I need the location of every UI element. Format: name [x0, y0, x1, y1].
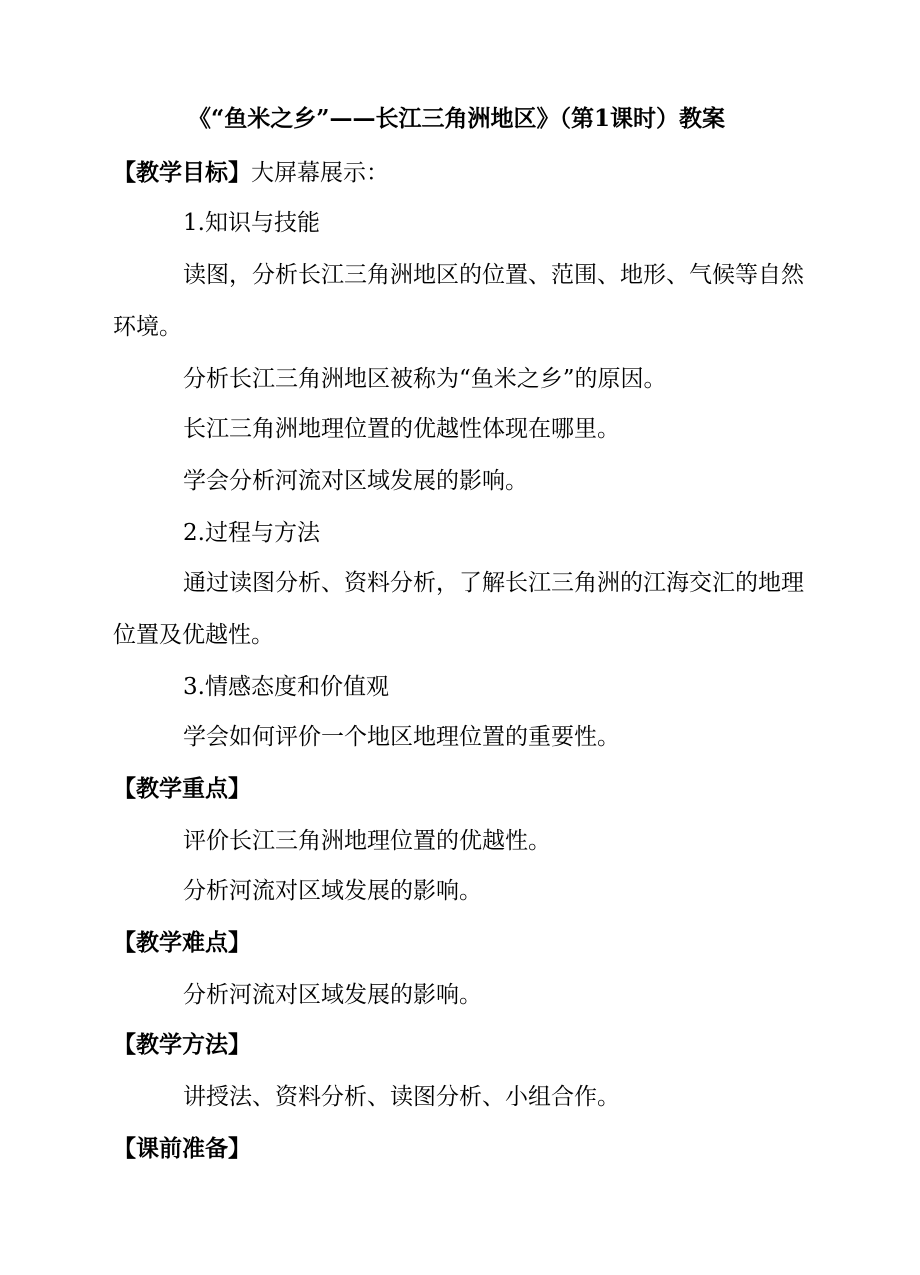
- objectives-heading-suffix: 大屏幕展示：: [251, 160, 389, 186]
- section-label-knowledge: 1.知识与技能: [183, 210, 320, 236]
- section-label-process: 2.过程与方法: [183, 520, 320, 546]
- method-line: 讲授法、资料分析、读图分析、小组合作。: [183, 1084, 620, 1110]
- key-point-line: 评价长江三角洲地理位置的优越性。: [183, 828, 551, 854]
- process-line: 位置及优越性。: [113, 622, 274, 648]
- knowledge-line: 分析长江三角洲地区被称为“鱼米之乡”的原因。: [183, 366, 667, 392]
- objectives-heading: 【教学目标】: [113, 159, 251, 186]
- preparation-heading: 【课前准备】: [113, 1135, 251, 1162]
- process-line: 通过读图分析、资料分析，了解长江三角洲的江海交汇的地理: [183, 570, 804, 596]
- key-points-heading: 【教学重点】: [113, 775, 251, 802]
- section-label-values: 3.情感态度和价值观: [183, 674, 389, 700]
- knowledge-line: 读图，分析长江三角洲地区的位置、范围、地形、气候等自然: [183, 262, 804, 288]
- difficulty-line: 分析河流对区域发展的影响。: [183, 982, 482, 1008]
- knowledge-line: 环境。: [113, 314, 182, 340]
- document-title: 《“鱼米之乡”——长江三角洲地区》（第1课时）教案: [188, 105, 725, 132]
- difficulties-heading: 【教学难点】: [113, 929, 251, 956]
- methods-heading: 【教学方法】: [113, 1031, 251, 1058]
- knowledge-line: 学会分析河流对区域发展的影响。: [183, 468, 528, 494]
- key-point-line: 分析河流对区域发展的影响。: [183, 878, 482, 904]
- objectives-heading-line: [113, 158, 389, 188]
- knowledge-line: 长江三角洲地理位置的优越性体现在哪里。: [183, 416, 620, 442]
- values-line: 学会如何评价一个地区地理位置的重要性。: [183, 724, 620, 750]
